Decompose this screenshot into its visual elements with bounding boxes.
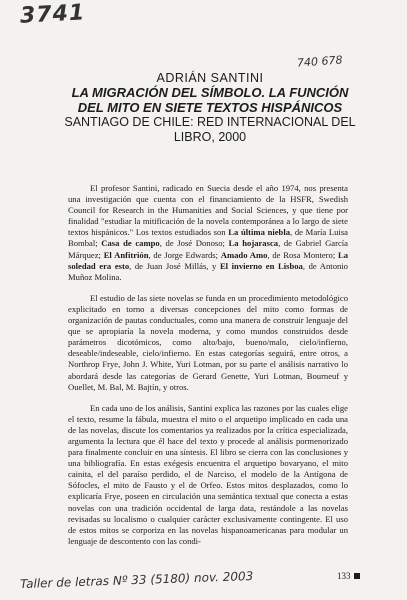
review-body — [68, 183, 348, 557]
text-run: El profesor Santini, radicado en Suecia desde el año 1974, nos presenta una investigación que cuenta con el financiamiento de la HSFR, Swedish Council for Research in the Humanities and Social Sciences, y que tiene por finalidad "estudiar la mitificación de la novela contemporánea a lo largo de siete textos hispánicos." Los textos estudiados son — [68, 183, 348, 238]
handwritten-catalog-number: 3741 — [19, 0, 86, 29]
text-run: , de María Luisa Bombal; — [68, 227, 348, 249]
book-title: LA MIGRACIÓN DEL SÍMBOLO. LA FUNCIÓN DEL MITO EN SIETE TEXTOS HISPÁNICOS — [71, 85, 349, 115]
handwritten-reference-number: 740 678 — [296, 53, 343, 70]
review-header — [60, 71, 360, 145]
text-run: , de Juan José Millás, y — [129, 260, 220, 271]
novel-title: El Anfitrión — [103, 249, 149, 260]
novel-title: La soledad era esto — [68, 249, 349, 271]
text-run: , de José Donoso; — [159, 238, 229, 249]
paragraph-2: El estudio de las siete novelas se funda en un procedimiento metodológico explicitado en torno a diversas concepciones del mito como formas de organización de pautas conductuales, como una manera de construir lenguaje del que se apropiaría la novela moderna, y como mundos construidos desde parámetros dicotómicos, como alto/bajo, bueno/malo, cielo/infierno, deseable/indeseable, cielo/infierno. En estas categorías seguirá, entre otros, a Northrop Frye, John J. White, Yuri Lotman, por su parte el análisis narrativo lo abordará desde las categorías de Gerard Genette, Yuri Lotman, Bourneuf y Ouellet, M. Bal, M. Bajtín, y otros. — [68, 292, 348, 392]
paragraph-1 — [68, 183, 348, 283]
novel-title: El invierno en Lisboa — [219, 260, 303, 271]
text-run: , de Gabriel García Márquez; — [68, 238, 348, 260]
text-run: , de Antonio Muñoz Molina. — [68, 260, 348, 282]
end-square-mark — [354, 573, 360, 579]
novel-title: Amado Amo — [220, 249, 268, 260]
text-run: , de Jorge Edwards; — [148, 249, 221, 260]
text-run: , de Rosa Montero; — [267, 249, 338, 260]
novel-title: La hojarasca — [228, 238, 279, 249]
publication-info: SANTIAGO DE CHILE: RED INTERNACIONAL DEL LIBRO, 2000 — [64, 115, 356, 144]
page-number: 133 — [337, 571, 351, 581]
novel-title: Casa de campo — [101, 238, 160, 249]
handwritten-source-note: Taller de letras Nº 33 (5180) nov. 2003 — [19, 568, 254, 592]
author-name: ADRIÁN SANTINI — [156, 71, 264, 85]
novel-title: La última niebla — [228, 227, 291, 238]
paragraph-3: En cada uno de los análisis, Santini explica las razones por las cuales elige el texto, resume la fábula, muestra el mito o el arquetipo implicado en cada una de las novelas, discute los comentarios ya realizados por la crítica especializada, argumenta la lectura que él hace del texto y procede al análisis pormenorizado para finalmente concluir en una síntesis. El libro se cierra con las conclusiones y una bibliografía. En estas exégesis encuentra el arquetipo bovaryano, el mito cainita, el del paraíso perdido, el de Narciso, el modelo de la Antígona de Sófocles, el mito de Fausto y el de Orfeo. Estos mitos desplazados, como lo explicaría Frye, poseen en circulación una semántica textual que conecta a estas novelas con una tradición occidental de larga data, restándole a las novelas revisadas su localismo o cualquier carácter exclusivamente contingente. El uso de estos mitos se corporiza en las novelas hispanoamericanas para modular un lenguaje de descontento con las condi- — [68, 402, 348, 546]
